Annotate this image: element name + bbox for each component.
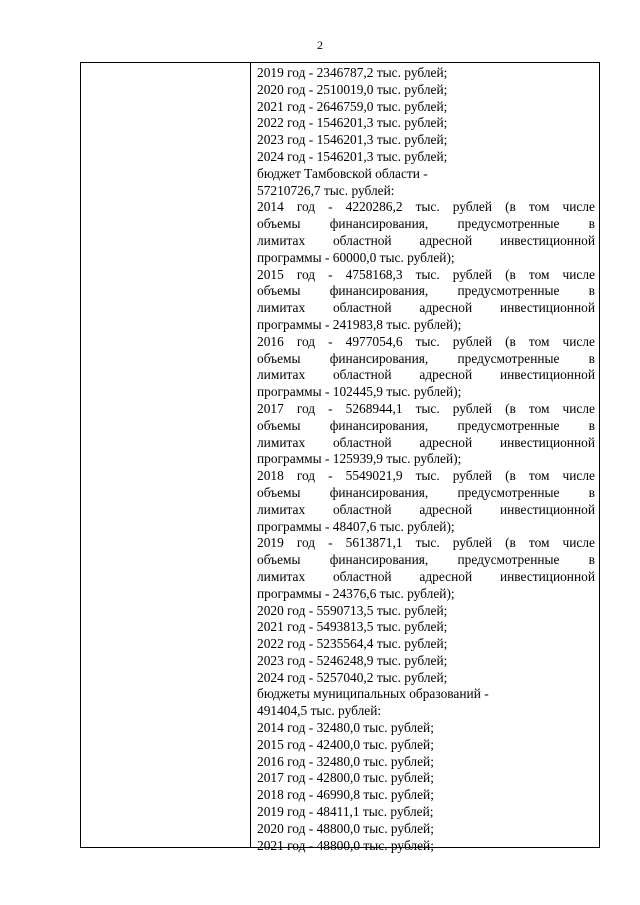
text-line: 2018 год - 5549021,9 тыс. рублей (в том числе bbox=[257, 468, 595, 484]
text-line: 2016 год - 32480,0 тыс. рублей; bbox=[257, 753, 434, 769]
text-line: программы - 60000,0 тыс. рублей); bbox=[257, 249, 455, 265]
text-line: 2014 год - 4220286,2 тыс. рублей (в том числе bbox=[257, 199, 595, 215]
text-line: 2016 год - 4977054,6 тыс. рублей (в том числе bbox=[257, 333, 595, 349]
text-line: 2020 год - 2510019,0 тыс. рублей; bbox=[257, 81, 448, 97]
text-line: программы - 102445,9 тыс. рублей); bbox=[257, 384, 462, 400]
text-line: лимитах областной адресной инвестиционной bbox=[257, 434, 595, 450]
text-line: 2017 год - 5268944,1 тыс. рублей (в том числе bbox=[257, 400, 595, 416]
text-line: 2018 год - 46990,8 тыс. рублей; bbox=[257, 787, 434, 803]
text-line: 491404,5 тыс. рублей: bbox=[257, 703, 382, 719]
text-line: 2021 год - 48800,0 тыс. рублей; bbox=[257, 837, 434, 853]
text-line: лимитах областной адресной инвестиционной bbox=[257, 232, 595, 248]
text-line: 2024 год - 1546201,3 тыс. рублей; bbox=[257, 148, 448, 164]
text-line: лимитах областной адресной инвестиционной bbox=[257, 501, 595, 517]
text-line: 2024 год - 5257040,2 тыс. рублей; bbox=[257, 669, 448, 685]
text-line: 2015 год - 4758168,3 тыс. рублей (в том числе bbox=[257, 266, 595, 282]
text-line: объемы финансирования, предусмотренные в bbox=[257, 484, 595, 500]
text-line: 2021 год - 2646759,0 тыс. рублей; bbox=[257, 98, 448, 114]
text-line: программы - 125939,9 тыс. рублей); bbox=[257, 451, 462, 467]
text-line: 2021 год - 5493813,5 тыс. рублей; bbox=[257, 619, 448, 635]
text-line: 2017 год - 42800,0 тыс. рублей; bbox=[257, 770, 434, 786]
text-line: бюджеты муниципальных образований - bbox=[257, 686, 489, 702]
text-line: программы - 241983,8 тыс. рублей); bbox=[257, 316, 462, 332]
text-line: 2020 год - 48800,0 тыс. рублей; bbox=[257, 820, 434, 836]
text-line: программы - 24376,6 тыс. рублей); bbox=[257, 585, 455, 601]
text-line: 57210726,7 тыс. рублей: bbox=[257, 182, 395, 198]
page-number: 2 bbox=[317, 38, 323, 52]
table-left-cell bbox=[81, 63, 251, 847]
table-right-cell bbox=[251, 63, 599, 853]
text-line: 2015 год - 42400,0 тыс. рублей; bbox=[257, 736, 434, 752]
text-line: 2023 год - 5246248,9 тыс. рублей; bbox=[257, 652, 448, 668]
text-line: 2022 год - 1546201,3 тыс. рублей; bbox=[257, 115, 448, 131]
text-line: 2019 год - 2346787,2 тыс. рублей; bbox=[257, 65, 448, 80]
text-line: 2020 год - 5590713,5 тыс. рублей; bbox=[257, 602, 448, 618]
text-line: объемы финансирования, предусмотренные в bbox=[257, 283, 595, 299]
text-line: объемы финансирования, предусмотренные в bbox=[257, 552, 595, 568]
text-line: объемы финансирования, предусмотренные в bbox=[257, 350, 595, 366]
text-line: 2019 год - 48411,1 тыс. рублей; bbox=[257, 804, 434, 820]
text-line: 2022 год - 5235564,4 тыс. рублей; bbox=[257, 636, 448, 652]
text-line: лимитах областной адресной инвестиционной bbox=[257, 568, 595, 584]
text-line: 2023 год - 1546201,3 тыс. рублей; bbox=[257, 132, 448, 148]
text-line: объемы финансирования, предусмотренные в bbox=[257, 417, 595, 433]
document-table bbox=[80, 62, 600, 853]
text-line: лимитах областной адресной инвестиционной bbox=[257, 367, 595, 383]
text-line: программы - 48407,6 тыс. рублей); bbox=[257, 518, 455, 534]
text-line: объемы финансирования, предусмотренные в bbox=[257, 216, 595, 232]
text-line: бюджет Тамбовской области - bbox=[257, 165, 428, 181]
text-line: 2019 год - 5613871,1 тыс. рублей (в том числе bbox=[257, 535, 595, 551]
text-line: 2014 год - 32480,0 тыс. рублей; bbox=[257, 720, 434, 736]
text-line: лимитах областной адресной инвестиционной bbox=[257, 300, 595, 316]
